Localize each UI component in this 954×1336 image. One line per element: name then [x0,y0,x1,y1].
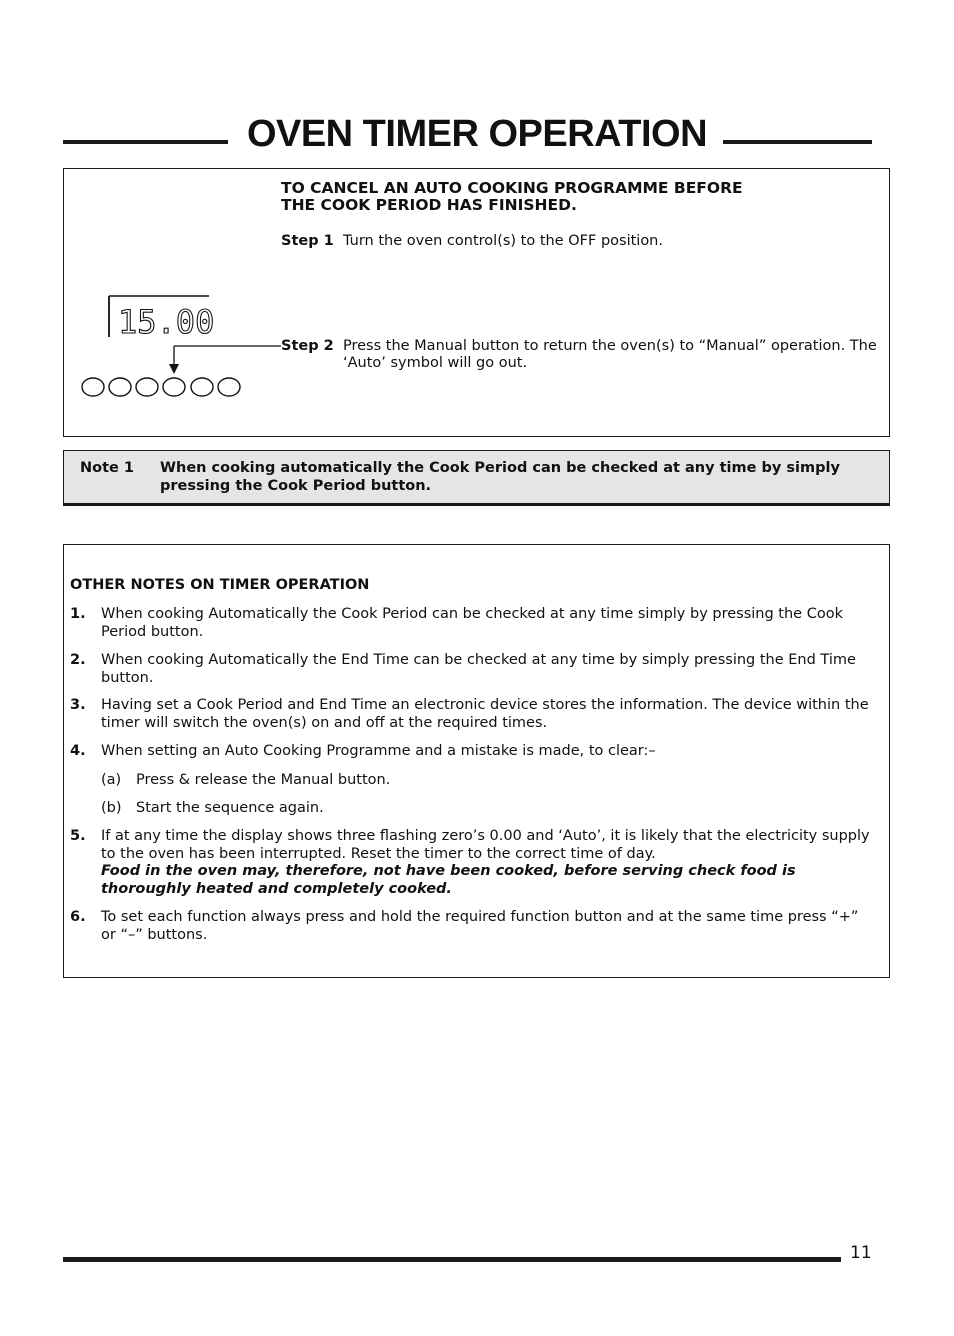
other-notes-box [63,544,890,978]
page-title: OVEN TIMER OPERATION [246,113,708,155]
cancel-heading [281,180,801,214]
item-text: To set each function always press and hold the required function button and at the same time press “+” or “–” buttons. [101,909,859,943]
control-button [191,378,213,396]
control-button [163,378,185,396]
control-button [82,378,104,396]
item-text: When cooking Automatically the Cook Period can be checked at any time simply by pressing the Cook Period button. [101,606,843,640]
note-label: Note 1 [80,460,134,476]
step-1-text: Turn the oven control(s) to the OFF position. [343,233,663,249]
sub-item-text: Start the sequence again. [136,800,324,816]
sub-item-text: Press & release the Manual button. [136,772,391,788]
display-reading: 15.00 [118,303,215,341]
timer-display-diagram [78,294,283,404]
cancel-programme-box [63,168,890,437]
item-text: Having set a Cook Period and End Time an electronic device stores the information. The device within the timer will switch the oven(s) on and off at the required times. [101,697,869,731]
control-button [136,378,158,396]
item-number: 1. [70,606,86,622]
item-text: When setting an Auto Cooking Programme and a mistake is made, to clear:– [101,743,656,759]
sub-item-label: (a) [101,772,122,788]
step-1-label: Step 1 [281,233,334,249]
control-button [109,378,131,396]
food-safety-warning: Food in the oven may, therefore, not have been cooked, before serving check food is thoroughly heated and completely cooked. [101,863,796,897]
sub-item-label: (b) [101,800,122,816]
footer-rule [63,1257,841,1262]
note-box [63,450,890,506]
control-button [218,378,240,396]
cancel-heading-line2: THE COOK PERIOD HAS FINISHED. [281,196,577,214]
step-2-text: Press the Manual button to return the oven(s) to “Manual” operation. The ‘Auto’ symbol will go out. [343,338,877,371]
item-number: 6. [70,909,86,925]
item-text: When cooking Automatically the End Time can be checked at any time by simply pressing the End Time button. [101,652,856,686]
cancel-heading-line1: TO CANCEL AN AUTO COOKING PROGRAMME BEFORE [281,179,743,197]
note-text: When cooking automatically the Cook Period can be checked at any time by simply pressing the Cook Period button. [160,460,840,494]
item-number: 2. [70,652,86,668]
item-number: 3. [70,697,86,713]
item-text [101,828,876,898]
other-notes-heading: OTHER NOTES ON TIMER OPERATION [70,577,370,593]
item-number: 4. [70,743,86,759]
step-2-label: Step 2 [281,338,334,354]
item-body: If at any time the display shows three flashing zero’s 0.00 and ‘Auto’, it is likely that the electricity supply to the oven has been interrupted. Reset the timer to the correct time of day. [101,828,870,862]
title-rule-right [723,140,872,144]
item-number: 5. [70,828,86,844]
pointer-arrow [169,346,281,374]
page-number: 11 [850,1243,872,1263]
control-button-row [82,378,240,396]
